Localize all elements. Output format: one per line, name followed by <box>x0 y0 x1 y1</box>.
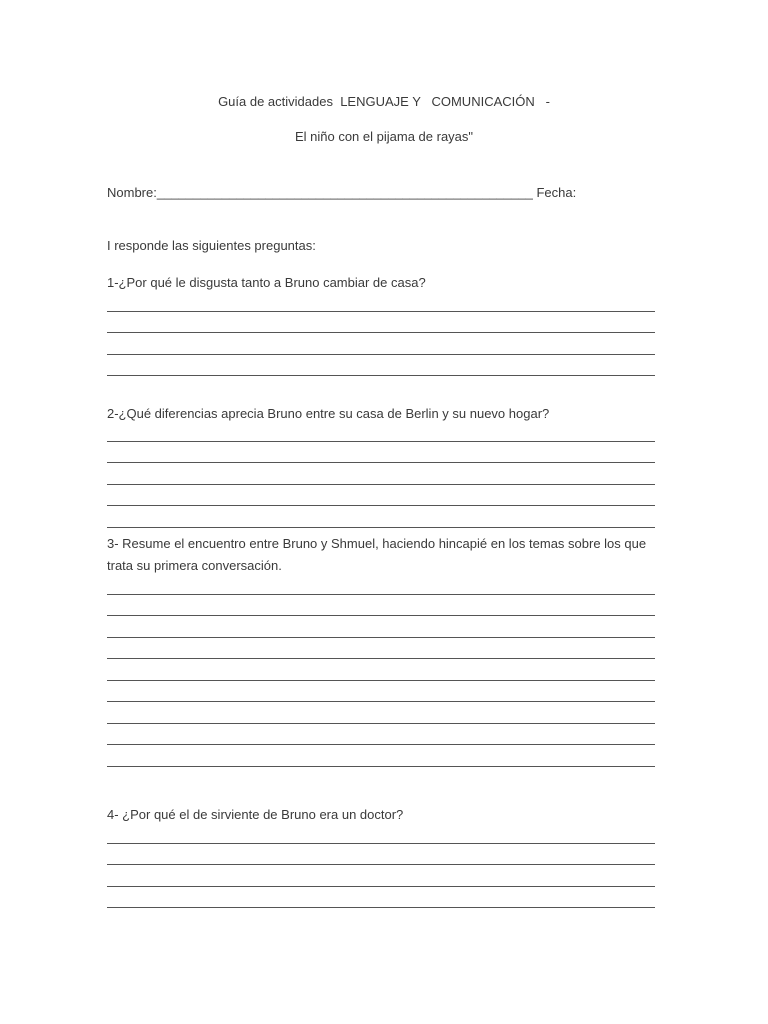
answer-line <box>107 822 655 844</box>
answer-lines-1 <box>107 290 655 376</box>
answer-line <box>107 290 655 312</box>
answer-line <box>107 638 655 660</box>
answer-line <box>107 659 655 681</box>
worksheet-subtitle: El niño con el pijama de rayas" <box>294 129 474 144</box>
answer-line <box>107 333 655 355</box>
answer-lines-3 <box>107 573 655 767</box>
name-date-row <box>107 185 576 200</box>
name-blank: ____________________________________________________ <box>156 185 533 200</box>
answer-line <box>107 616 655 638</box>
question-1: 1-¿Por qué le disgusta tanto a Bruno cambiar de casa? <box>107 275 426 290</box>
answer-lines-2 <box>107 420 655 528</box>
answer-line <box>107 887 655 909</box>
answer-line <box>107 355 655 377</box>
date-label: Fecha: <box>536 185 577 200</box>
answer-line <box>107 724 655 746</box>
answer-line <box>107 595 655 617</box>
answer-line <box>107 681 655 703</box>
question-4: 4- ¿Por qué el de sirviente de Bruno era un doctor? <box>107 807 404 822</box>
answer-line <box>107 312 655 334</box>
answer-line <box>107 702 655 724</box>
answer-line <box>107 420 655 442</box>
answer-line <box>107 442 655 464</box>
name-label: Nombre: <box>107 185 157 200</box>
answer-line <box>107 844 655 866</box>
answer-line <box>107 485 655 507</box>
answer-line <box>107 865 655 887</box>
answer-line <box>107 463 655 485</box>
question-3: 3- Resume el encuentro entre Bruno y Shmuel, haciendo hincapié en los temas sobre los que trata su primera conversación. <box>107 536 647 573</box>
answer-line <box>107 573 655 595</box>
instructions-text: I responde las siguientes preguntas: <box>107 238 316 253</box>
worksheet-title: Guía de actividades LENGUAJE Y COMUNICACIÓN - <box>218 94 550 109</box>
answer-lines-4 <box>107 822 655 908</box>
answer-line <box>107 745 655 767</box>
question-2: 2-¿Qué diferencias aprecia Bruno entre su casa de Berlin y su nuevo hogar? <box>107 406 550 421</box>
answer-line <box>107 506 655 528</box>
